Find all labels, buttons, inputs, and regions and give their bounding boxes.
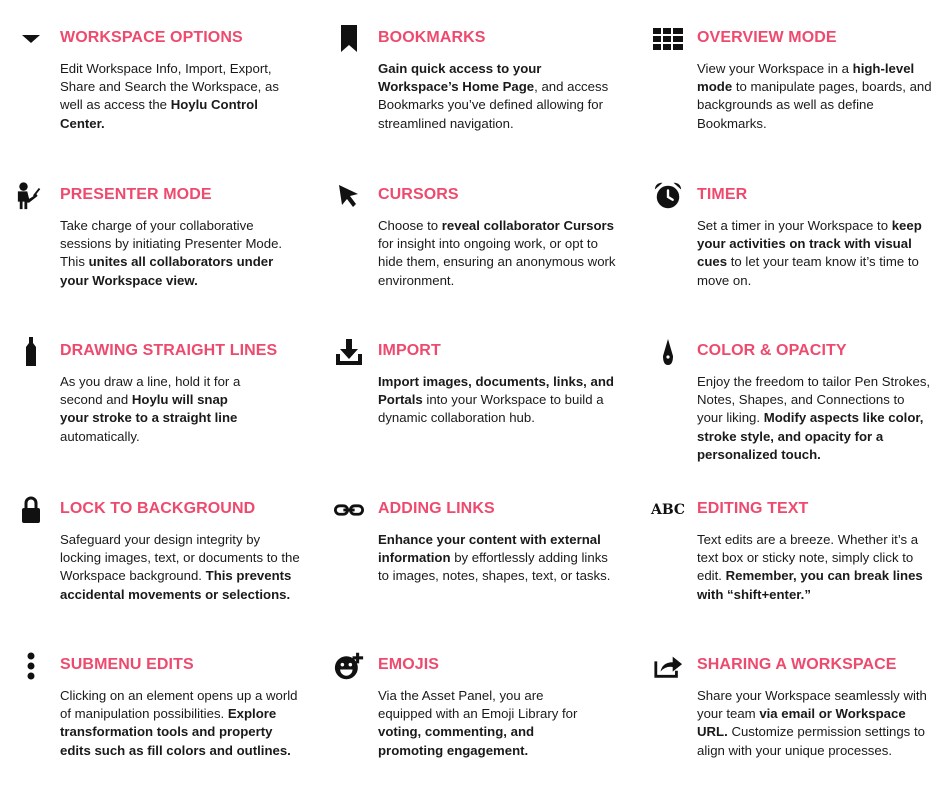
bookmark-icon	[334, 24, 364, 54]
feature-description: Choose to reveal collaborator Cursors for insight into ongoing work, or opt to hide them, ensuring an anonymous work environment.	[378, 218, 616, 288]
grid-icon	[653, 24, 683, 54]
feature-title: COLOR & OPACITY	[697, 342, 847, 359]
feature-title: WORKSPACE OPTIONS	[60, 29, 243, 46]
abc-label: ABC	[650, 502, 686, 518]
feature-title: EMOJIS	[378, 656, 440, 673]
emoji-add-icon	[334, 651, 364, 681]
marker-icon	[16, 337, 46, 367]
feature-description: View your Workspace in a high-level mode to manipulate pages, boards, and backgrounds as well as define Bookmarks.	[697, 61, 932, 131]
feature-title: CURSORS	[378, 186, 459, 203]
link-icon	[334, 495, 364, 525]
feature-description: Clicking on an element opens up a world of manipulation possibilities. Explore transformation tools and property edits such as fill colors and outlines.	[60, 688, 298, 758]
feature-description: Safeguard your design integrity by locking images, text, or documents to the Workspace background. This prevents accidental movements or selections.	[60, 532, 300, 602]
feature-description: Edit Workspace Info, Import, Export, Share and Search the Workspace, as well as access the Hoylu Control Center.	[60, 61, 279, 131]
feature-adding-links	[378, 500, 623, 586]
feature-title: BOOKMARKS	[378, 29, 486, 46]
pen-nib-icon	[653, 337, 683, 367]
lock-icon	[16, 495, 46, 525]
feature-description: Set a timer in your Workspace to keep your activities on track with visual cues to let your team know it’s time to move on.	[697, 218, 922, 288]
feature-description: Enjoy the freedom to tailor Pen Strokes, Notes, Shapes, and Connections to your liking. Modify aspects like color, stroke style, and opacity for a personalized touch.	[697, 374, 931, 462]
feature-title: IMPORT	[378, 342, 441, 359]
feature-import	[378, 342, 623, 428]
feature-submenu-edits	[60, 656, 305, 760]
feature-description: Text edits are a breeze. Whether it’s a text box or sticky note, simply click to edit. Remember, you can break lines with “shift+enter.”	[697, 532, 923, 602]
feature-timer	[697, 186, 942, 290]
feature-title: SHARING A WORKSPACE	[697, 656, 897, 673]
presenter-icon	[16, 181, 46, 211]
feature-description: As you draw a line, hold it for a second and Hoylu will snap your stroke to a straight line automatically.	[60, 374, 241, 444]
feature-description: Gain quick access to your Workspace’s Home Page, and access Bookmarks you’ve defined allowing for streamlined navigation.	[378, 61, 609, 131]
alarm-clock-icon	[653, 181, 683, 211]
feature-title: SUBMENU EDITS	[60, 656, 194, 673]
feature-title: EDITING TEXT	[697, 500, 809, 517]
feature-description: Via the Asset Panel, you are equipped with an Emoji Library for voting, commenting, and promoting engagement.	[378, 688, 578, 758]
feature-title: LOCK TO BACKGROUND	[60, 500, 256, 517]
feature-title: OVERVIEW MODE	[697, 29, 837, 46]
feature-title: PRESENTER MODE	[60, 186, 212, 203]
feature-description: Take charge of your collaborative sessions by initiating Presenter Mode. This unites all collaborators under your Workspace view.	[60, 218, 283, 288]
triangle-down-icon	[16, 24, 46, 54]
feature-description: Share your Workspace seamlessly with your team via email or Workspace URL. Customize permission settings to align with your unique processes.	[697, 688, 927, 758]
feature-title: DRAWING STRAIGHT LINES	[60, 342, 278, 359]
feature-color-opacity	[697, 342, 942, 464]
feature-title: TIMER	[697, 186, 748, 203]
feature-description: Import images, documents, links, and Portals into your Workspace to build a dynamic collaboration hub.	[378, 374, 614, 426]
feature-emojis	[378, 656, 623, 760]
feature-description: Enhance your content with external information by effortlessly adding links to images, notes, shapes, text, or tasks.	[378, 532, 611, 584]
share-icon	[653, 651, 683, 681]
feature-editing-text	[650, 500, 942, 604]
vertical-dots-icon	[16, 651, 46, 681]
feature-presenter-mode	[60, 186, 305, 290]
feature-overview-mode	[697, 29, 942, 133]
download-icon	[334, 337, 364, 367]
feature-lock-to-background	[60, 500, 305, 604]
feature-title: ADDING LINKS	[378, 500, 495, 517]
abc-text-icon	[650, 495, 686, 525]
feature-drawing-straight-lines	[60, 342, 305, 446]
cursor-icon	[334, 181, 364, 211]
feature-bookmarks	[378, 29, 623, 133]
feature-workspace-options	[60, 29, 305, 133]
feature-cursors	[378, 186, 623, 290]
feature-sharing-a-workspace	[697, 656, 942, 760]
